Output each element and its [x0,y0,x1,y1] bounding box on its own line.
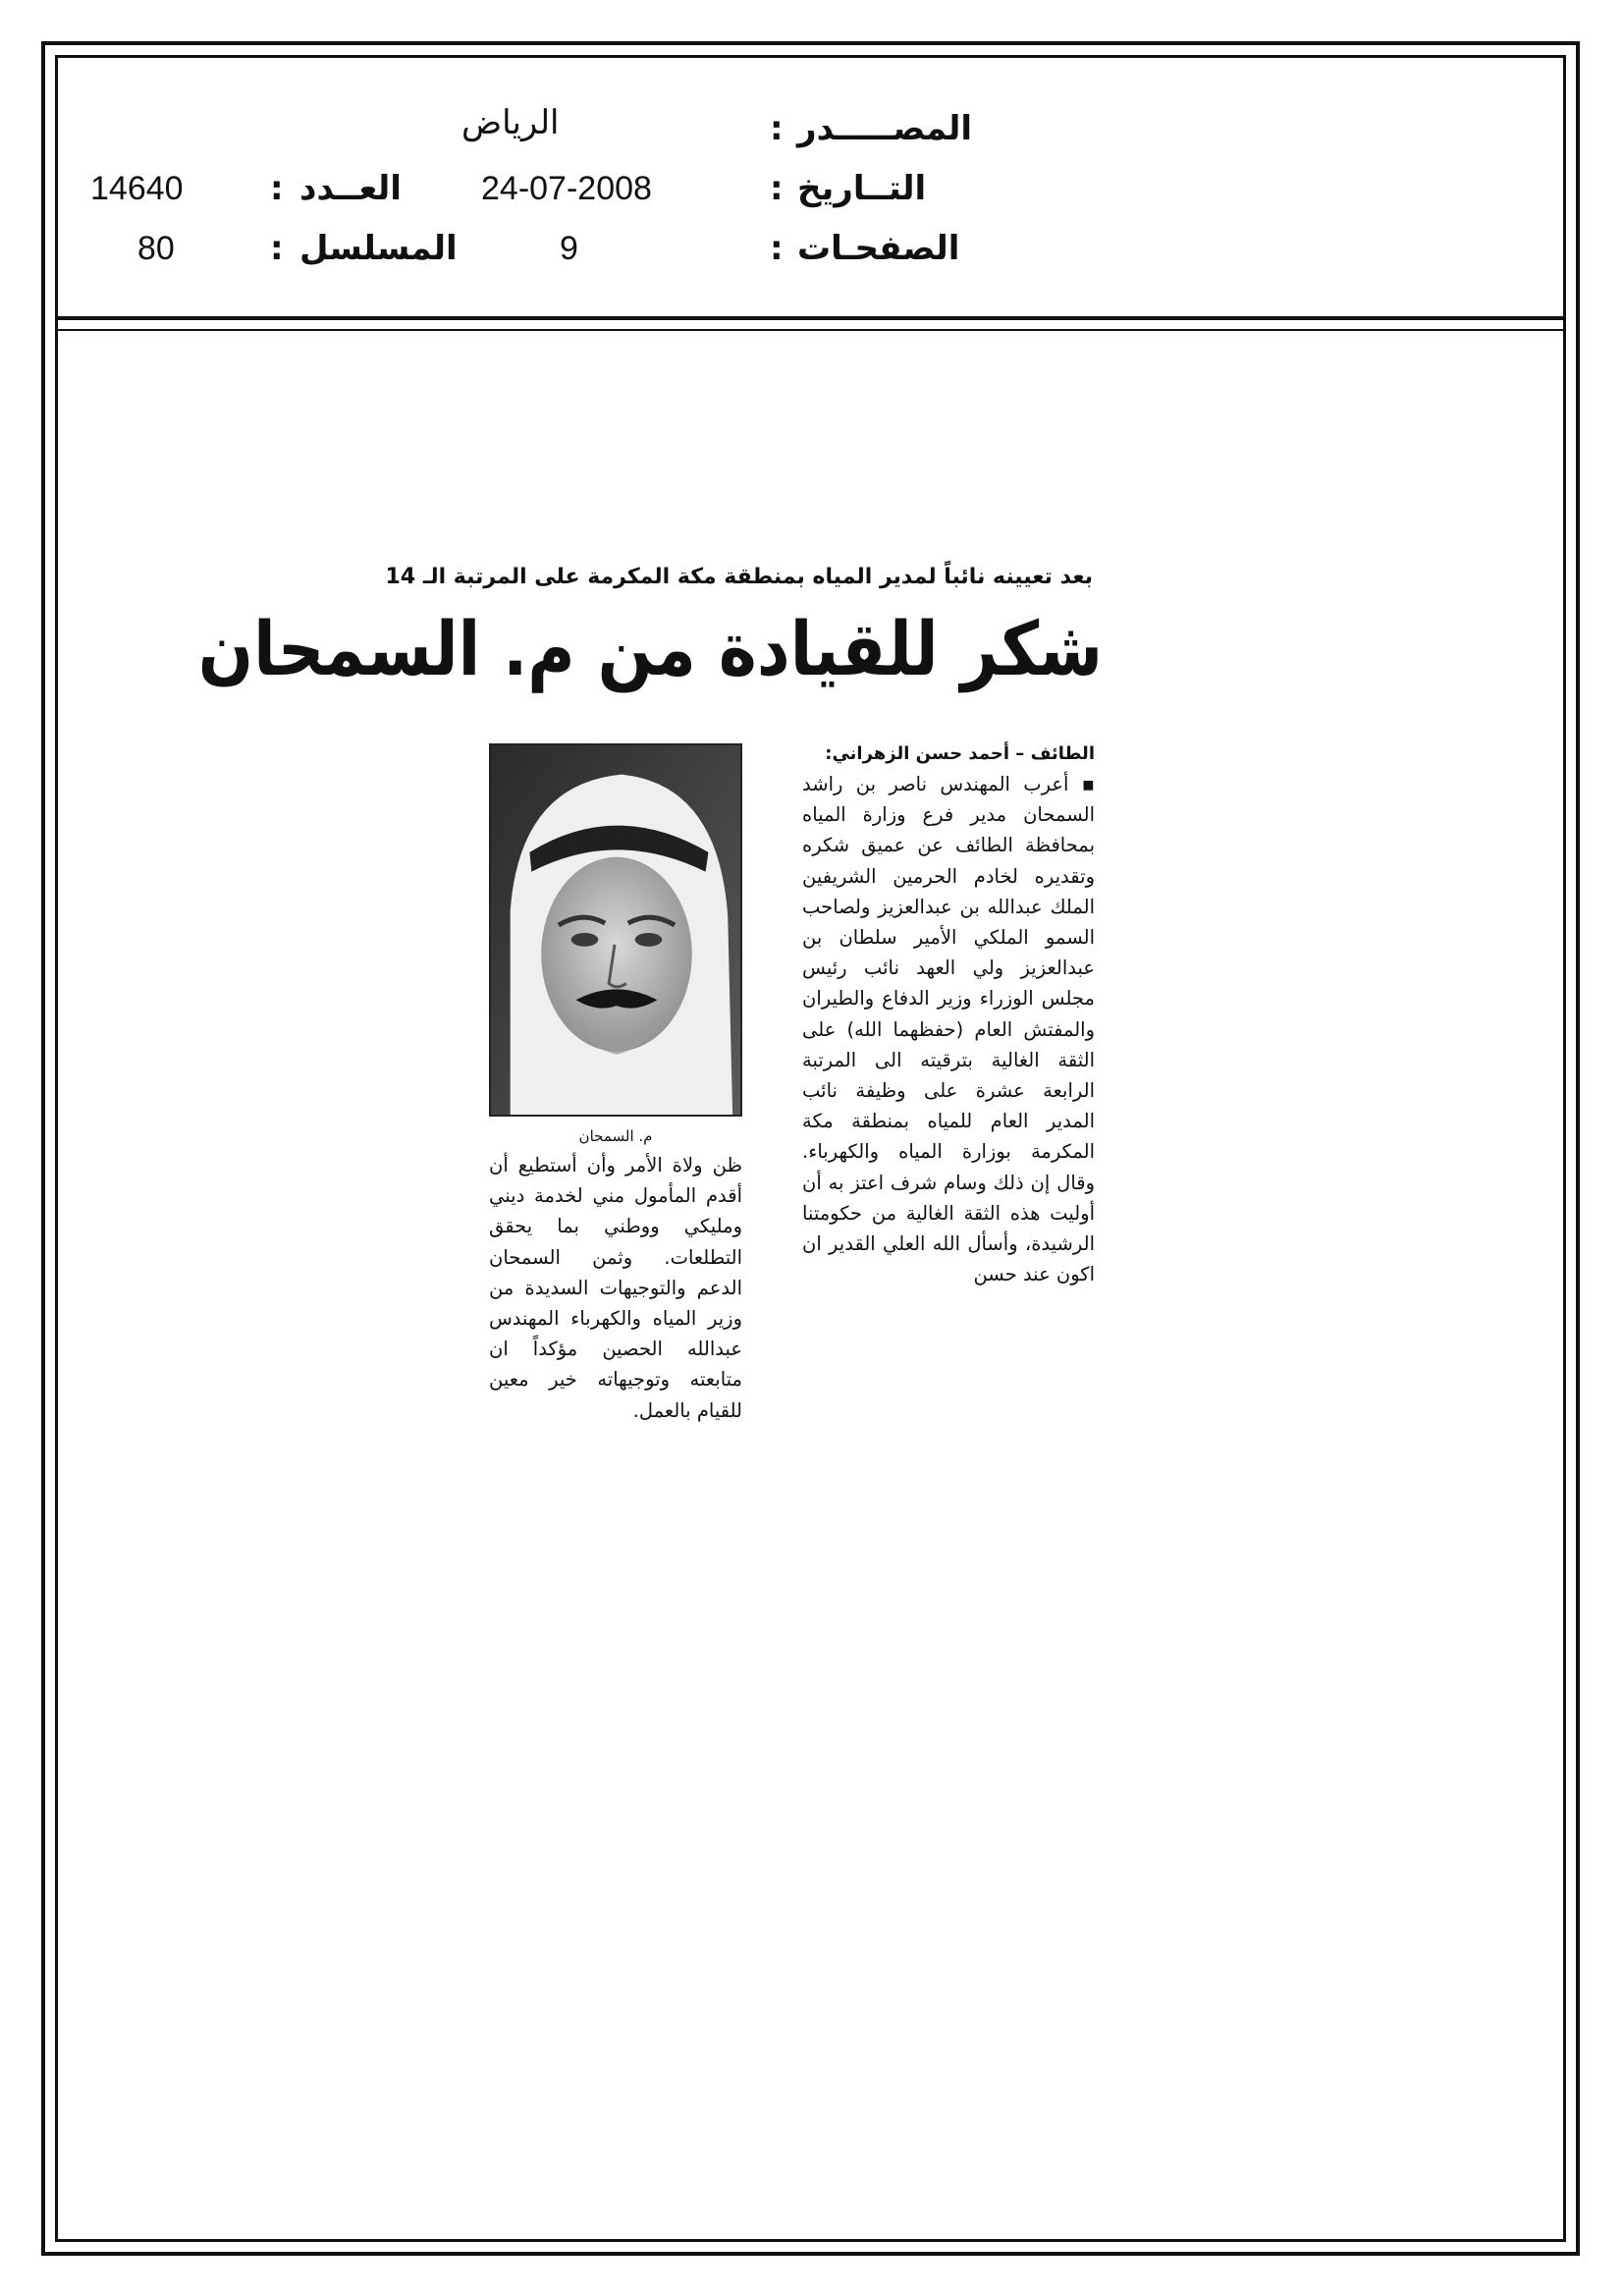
article-headline: شكر للقيادة من م. السمحان [197,606,1103,693]
serial-label: المسلسل [299,229,458,268]
portrait-photo [489,743,742,1117]
date-value: 24-07-2008 [481,170,652,207]
article-column-right: ▪ أعرب المهندس ناصر بن راشد السمحان مدير فرع وزارة المياه بمحافظة الطائف عن عميق شكره وتقديره لخادم الحرمين الشريفين الملك عبدالله بن عبدالعزيز ولصاحب السمو الملكي الأمير سلطان بن عبدالعزيز ولي العهد نائب رئيس مجلس الوزراء وزير الدفاع والطيران والمفتش العام (حفظهما الله) على الثقة الغالية بترقيته الى المرتبة الرابعة عشرة على وظيفة نائب المدير العام للمياه بمنطقة مكة المكرمة بوزارة المياه والكهرباء. وقال إن ذلك وسام شرف اعتز به أن أوليت هذه الثقة الغالية من حكومتنا الرشيدة، وأسأل الله العلي القدير ان اكون عند حسن [802,773,1095,1286]
source-label: المصـــــدر [797,109,973,148]
serial-value: 80 [137,230,175,267]
pages-value: 9 [560,230,578,267]
serial-colon: : [270,229,284,268]
source-colon: : [770,109,784,148]
news-clipping [197,565,1103,1532]
date-label: التــاريخ [797,169,927,208]
issue-colon: : [270,169,284,208]
pages-colon: : [770,229,784,268]
issue-label: العــدد [299,169,402,208]
date-colon: : [770,169,784,208]
article-column-left: ظن ولاة الأمر وأن أستطيع أن أقدم المأمول مني لخدمة ديني ومليكي ووطني بما يحقق التطلعات. وثمن السمحان الدعم والتوجيهات السديدة من وزير المياه والكهرباء المهندس عبدالله الحصين مؤكداً ان متابعته وتوجيهاته خير معين للقيام بالعمل. [489,1154,742,1422]
source-value: الرياض [461,104,560,141]
pages-label: الصفحـات [797,229,960,268]
header-divider [55,316,1566,320]
article-byline: الطائف – أحمد حسن الزهراني: [825,743,1095,764]
article-kicker: بعد تعيينه نائباً لمدير المياه بمنطقة مكة المكرمة على المرتبة الـ 14 [385,565,1093,589]
issue-value: 14640 [90,170,184,207]
header-divider-thin [55,329,1566,331]
portrait-photo-image [491,745,740,1115]
photo-caption: م. السمحان [578,1127,653,1145]
